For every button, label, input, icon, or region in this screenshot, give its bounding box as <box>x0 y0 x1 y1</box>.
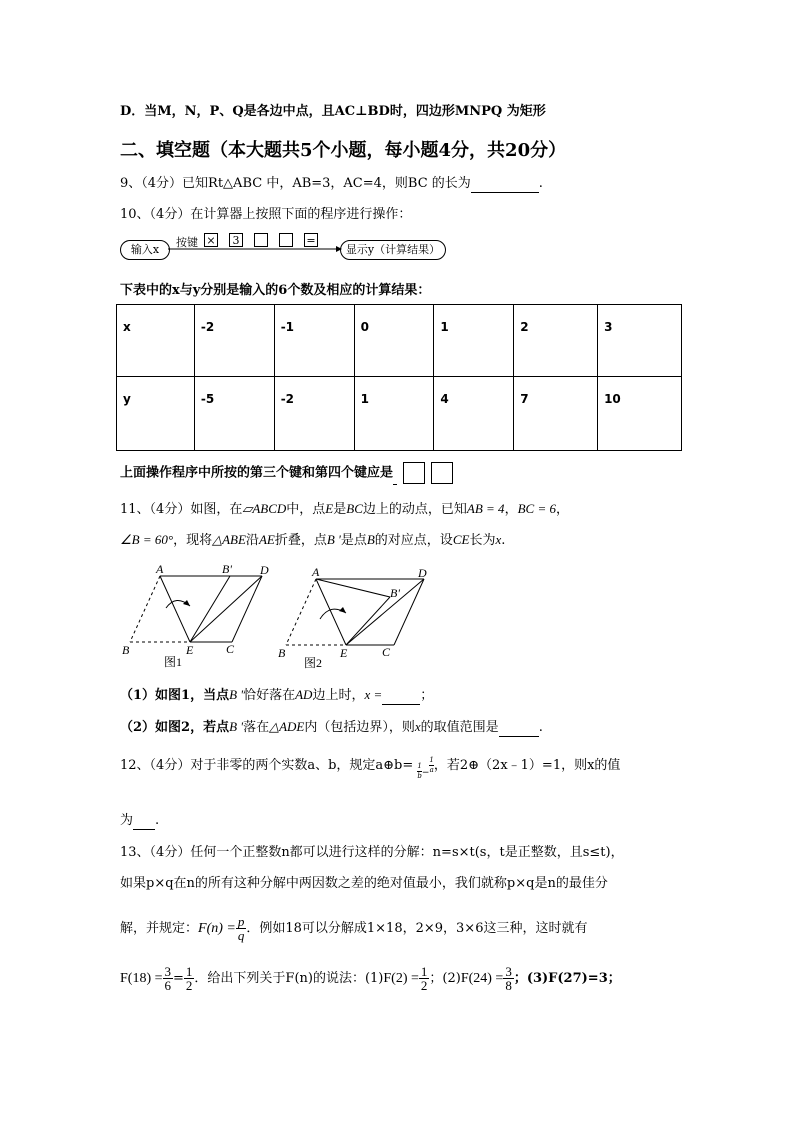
q13-math: F(2) = <box>383 971 419 986</box>
frac-num: 1 <box>417 762 422 770</box>
q11-text: ， <box>504 502 518 517</box>
q13-line4 <box>120 964 621 994</box>
table-row-y <box>117 377 682 451</box>
frac-num: p <box>237 914 245 929</box>
label-c: C <box>382 645 391 659</box>
q9-end: . <box>538 176 543 191</box>
figure-2 <box>274 563 434 675</box>
q9-text: 9、（4分）已知Rt△ABC 中，AB=3，AC=4，则BC 的长为 <box>120 176 471 191</box>
label-c: C <box>226 642 235 656</box>
q10-blank-line <box>393 468 397 485</box>
table-cell: 1 <box>354 377 434 451</box>
q11-text: ； <box>420 688 434 703</box>
table-cell: 0 <box>354 305 434 377</box>
edge-eb-prime <box>190 576 230 642</box>
table-cell: 10 <box>598 377 682 451</box>
q11-math: AE <box>258 532 275 547</box>
q11-math: △ABE <box>212 532 246 547</box>
q13-line3 <box>120 914 587 944</box>
edge-dc <box>232 576 262 642</box>
q13-text: ；(3)F(27)=3； <box>513 971 621 986</box>
edge-eb-prime <box>346 597 390 645</box>
q11-math: B ' <box>229 687 244 702</box>
xy-table <box>116 304 682 451</box>
q11-math: AD <box>295 687 313 702</box>
table-cell: -1 <box>274 305 354 377</box>
q11-text: 长为 <box>469 533 496 548</box>
question-12 <box>120 750 620 782</box>
q13-math: F(n) = <box>198 921 236 936</box>
section-title: 二、填空题（本大题共5个小题，每小题4分，共20分） <box>120 140 567 161</box>
q10-question <box>120 462 453 485</box>
table-cell: 2 <box>514 305 598 377</box>
q13-text: ；(2) <box>429 971 461 986</box>
q11-text: 的取值范围是 <box>420 720 499 735</box>
fold-arrow-head <box>183 600 190 606</box>
q13-frac <box>163 965 174 992</box>
q11-text: 边上的动点，已知 <box>362 502 467 517</box>
q11-math: B ' <box>326 532 341 547</box>
frac-num: 1 <box>420 964 428 979</box>
table-cell: -2 <box>274 377 354 451</box>
q11-math: ∠B = 60° <box>120 532 174 547</box>
q13-line2: 如果p×q在n的所有这种分解中两因数之差的绝对值最小，我们就称p×q是n的最佳分 <box>120 876 608 891</box>
table-cell: x <box>117 305 195 377</box>
q11-math: E <box>325 501 334 516</box>
answer-box-3[interactable] <box>403 462 425 484</box>
q11-text: 11、（4分）如图，在 <box>120 502 243 517</box>
q11-sub1 <box>120 686 433 705</box>
q11-text: ，现将 <box>173 533 213 548</box>
edge-ab-dashed <box>286 579 316 645</box>
q13-math: F(24) = <box>460 971 504 986</box>
figure-1 <box>118 560 278 672</box>
q12-text: ，若2⊕（2x﹣1）=1，则x的值 <box>433 758 621 773</box>
label-d: D <box>418 566 427 580</box>
label-e: E <box>186 643 194 657</box>
frac-den: b <box>417 772 422 780</box>
minus-sign: − <box>421 768 430 778</box>
q11-text: 折叠，点 <box>274 533 327 548</box>
edge-ae <box>160 576 190 642</box>
label-a: A <box>156 562 164 576</box>
q11-math: x <box>495 532 502 547</box>
frac-num: 3 <box>164 964 172 979</box>
frac-num: 1 <box>185 964 193 979</box>
q11-text: （1）如图1，当点 <box>120 688 230 703</box>
q11-sub2-answer-blank[interactable] <box>499 722 539 737</box>
q11-sub1-answer-blank[interactable] <box>382 690 420 705</box>
key-times: × <box>204 233 218 247</box>
q12-text: 为 <box>120 813 134 828</box>
label-b-prime: B' <box>390 586 400 600</box>
q13-frac <box>184 965 195 992</box>
edge-ab-prime <box>316 579 390 597</box>
q13-line1: 13、（4分）任何一个正整数n都可以进行这样的分解：n=s×t(s，t是正整数，且s≤t)， <box>120 845 624 860</box>
q11-math: CE <box>452 532 470 547</box>
q11-text: 的对应点，设 <box>374 533 453 548</box>
parallelogram-symbol: ▱ABCD <box>242 501 287 516</box>
q11-text: 沿 <box>245 533 259 548</box>
q13-math: F(18) = <box>120 971 163 986</box>
flow-arrow <box>168 240 344 252</box>
frac-num: 3 <box>505 964 512 979</box>
q10-question-text: 上面操作程序中所按的第三个键和第四个键应是 <box>120 465 394 481</box>
q11-text: 落在 <box>243 720 270 735</box>
q11-math: BC = 6 <box>517 501 556 516</box>
table-cell: -5 <box>194 377 274 451</box>
label-b: B <box>122 643 130 657</box>
q11-math: B <box>366 532 375 547</box>
frac-den: q <box>237 928 245 943</box>
q13-text: ．例如18可以分解成1×18，2×9，3×6这三种，这时就有 <box>246 921 588 936</box>
fold-arrow-head <box>339 607 346 613</box>
table-cell: 3 <box>598 305 682 377</box>
table-cell: -2 <box>194 305 274 377</box>
q13-text: ．给出下列关于F(n)的说法：(1) <box>194 971 384 986</box>
display-y-box: 显示y（计算结果） <box>340 240 446 260</box>
q11-math: △ADE <box>269 719 305 734</box>
q11-text: 内（包括边界），则 <box>304 720 415 735</box>
label-b-prime: B' <box>222 562 232 576</box>
q11-text: （2）如图2，若点 <box>120 720 230 735</box>
q11-math: B ' <box>229 719 244 734</box>
table-row-x <box>117 305 682 377</box>
frac-den: 2 <box>185 978 193 993</box>
edge-ab-dashed <box>130 576 160 642</box>
q11-math: AB = 4 <box>466 501 505 516</box>
q11-text: . <box>538 720 543 735</box>
answer-box-4[interactable] <box>431 462 453 484</box>
q11-text: 恰好落在 <box>243 688 296 703</box>
frac-den: 8 <box>505 978 512 993</box>
q13-text: = <box>173 971 184 986</box>
q12-text: 12、（4分）对于非零的两个实数a、b，规定a⊕b= <box>120 758 414 773</box>
q11-text: . <box>501 533 506 548</box>
q9-answer-blank[interactable] <box>471 178 539 193</box>
q11-text: 边上时， <box>312 688 365 703</box>
table-cell: y <box>117 377 195 451</box>
q13-frac <box>419 965 430 992</box>
table-cell: 4 <box>434 377 514 451</box>
frac-num: 1 <box>429 756 434 764</box>
q11-text: 中，点 <box>286 502 326 517</box>
edge-ed <box>190 576 262 642</box>
label-b: B <box>278 646 286 660</box>
edge-ae <box>316 579 346 645</box>
question-9 <box>120 175 543 193</box>
q11-line1 <box>120 500 569 519</box>
label-e: E <box>340 646 348 660</box>
question-10: 10、（4分）在计算器上按照下面的程序进行操作： <box>120 207 412 222</box>
frac-den: 2 <box>420 978 428 993</box>
q11-line2 <box>120 531 505 550</box>
q11-text: ， <box>555 502 569 517</box>
table-cell: 1 <box>434 305 514 377</box>
q11-sub2 <box>120 718 543 737</box>
q12-answer-blank[interactable] <box>133 815 155 830</box>
label-a: A <box>312 565 320 579</box>
fig2-caption: 图2 <box>304 656 323 670</box>
q13-text: 解，并规定： <box>120 921 199 936</box>
key-equals: = <box>304 233 318 247</box>
press-label: 按键 <box>176 236 198 249</box>
q12-line2 <box>120 812 159 830</box>
table-intro: 下表中的x与y分别是输入的6个数及相应的计算结果： <box>120 283 431 298</box>
fig1-caption: 图1 <box>164 655 183 669</box>
q13-frac <box>503 965 514 992</box>
q11-math: BC <box>346 501 363 516</box>
option-d-line: D．当M，N，P、Q是各边中点，且AC⊥BD时，四边形MNPQ 为矩形 <box>120 104 546 119</box>
key-3: 3 <box>229 233 243 247</box>
frac-den: 6 <box>164 978 172 993</box>
q12-text: . <box>155 813 160 828</box>
table-cell: 7 <box>514 377 598 451</box>
label-d: D <box>260 563 269 577</box>
frac-den: a <box>429 766 434 774</box>
input-x-box: 输入x <box>120 240 170 260</box>
q11-math: x = <box>364 687 383 702</box>
q11-text: 是 <box>333 502 347 517</box>
q11-math: x <box>414 719 421 734</box>
q11-text: 是点 <box>340 533 367 548</box>
q13-frac-pq <box>236 915 247 942</box>
